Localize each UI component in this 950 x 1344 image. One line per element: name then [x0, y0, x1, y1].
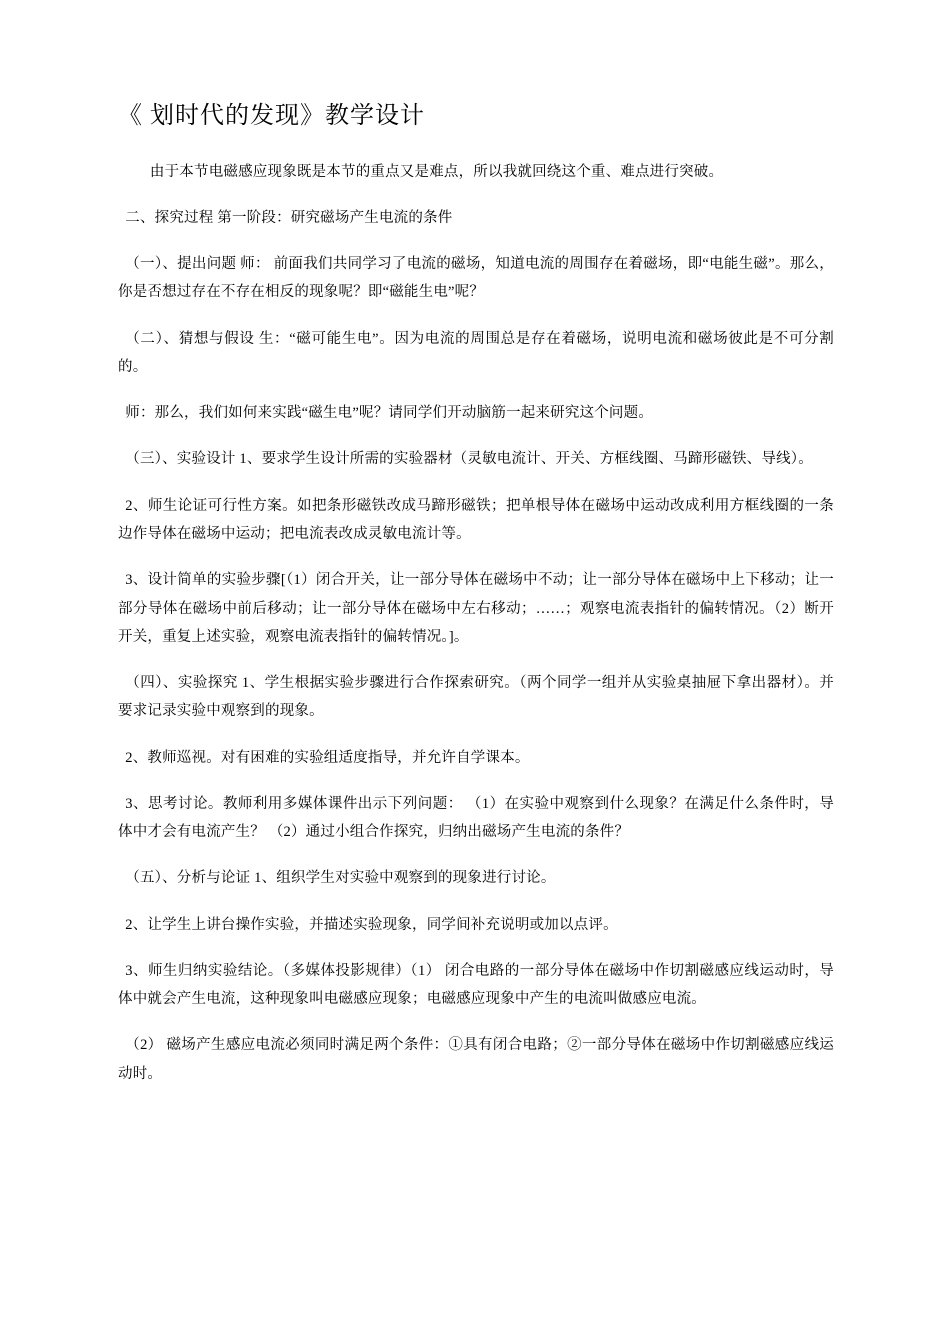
paragraph-step-4-3: 3、思考讨论。教师利用多媒体课件出示下列问题： （1）在实验中观察到什么现象？在满足什么条件时，导体中才会有电流产生？ （2）通过小组合作探究，归纳出磁场产生电流的条件？	[118, 795, 834, 841]
paragraph-step-3-2: 2、师生论证可行性方案。如把条形磁铁改成马蹄形磁铁；把单根导体在磁场中运动改成利用方框线圈的一条边作导体在磁场中运动；把电流表改成灵敏电流计等。	[118, 497, 834, 542]
paragraph-step-4-2: 2、教师巡视。对有困难的实验组适度指导，并允许自学课本。	[125, 749, 530, 766]
paragraph-section-two: 二、探究过程 第一阶段：研究磁场产生电流的条件	[125, 209, 453, 226]
document-body	[118, 100, 834, 1106]
paragraph-intro: 由于本节电磁感应现象既是本节的重点又是难点，所以我就回绕这个重、难点进行突破。	[149, 163, 724, 180]
paragraph-step-3: （三）、实验设计 1、要求学生设计所需的实验器材（灵敏电流计、开关、方框线圈、马蹄形磁铁、导线）。	[125, 451, 813, 468]
paragraph-step-1: （一）、提出问题 师： 前面我们共同学习了电流的磁场，知道电流的周围存在着磁场，即“电能生磁”。那么，你是否想过存在不存在相反的现象呢？即“磁能生电”呢？	[118, 256, 834, 301]
paragraph-step-2: （二）、猜想与假设 生：“磁可能生电”。因为电流的周围总是存在着磁场，说明电流和磁场彼此是不可分割的。	[118, 330, 834, 375]
paragraph-step-5-4: （2） 磁场产生感应电流必须同时满足两个条件：①具有闭合电路；②一部分导体在磁场中作切割磁感应线运动时。	[118, 1037, 834, 1082]
paragraph-teacher-question: 师：那么，我们如何来实践“磁生电”呢？请同学们开动脑筋一起来研究这个问题。	[125, 405, 654, 422]
paragraph-step-5-2: 2、让学生上讲台操作实验，并描述实验现象，同学间补充说明或加以点评。	[125, 916, 618, 933]
paragraph-step-5: （五）、分析与论证 1、组织学生对实验中观察到的现象进行讨论。	[125, 870, 556, 887]
page-title: 《 划时代的发现》教学设计	[118, 103, 425, 129]
paragraph-step-5-3: 3、师生归纳实验结论。（多媒体投影规律）（1） 闭合电路的一部分导体在磁场中作切割磁感应线运动时，导体中就会产生电流，这种现象叫电磁感应现象；电磁感应现象中产生的电流叫做感应电流。	[118, 962, 834, 1008]
paragraph-step-3-3: 3、设计简单的实验步骤[（1）闭合开关，让一部分导体在磁场中不动；让一部分导体在磁场中上下移动；让一部分导体在磁场中前后移动；让一部分导体在磁场中左右移动；……；观察电流表指针的偏转情况。（2）断开开关，重复上述实验，观察电流表指针的偏转情况。]。	[118, 572, 834, 645]
paragraph-step-4: （四）、实验探究 1、学生根据实验步骤进行合作探索研究。（两个同学一组并从实验桌抽屉下拿出器材）。并要求记录实验中观察到的现象。	[118, 675, 834, 720]
